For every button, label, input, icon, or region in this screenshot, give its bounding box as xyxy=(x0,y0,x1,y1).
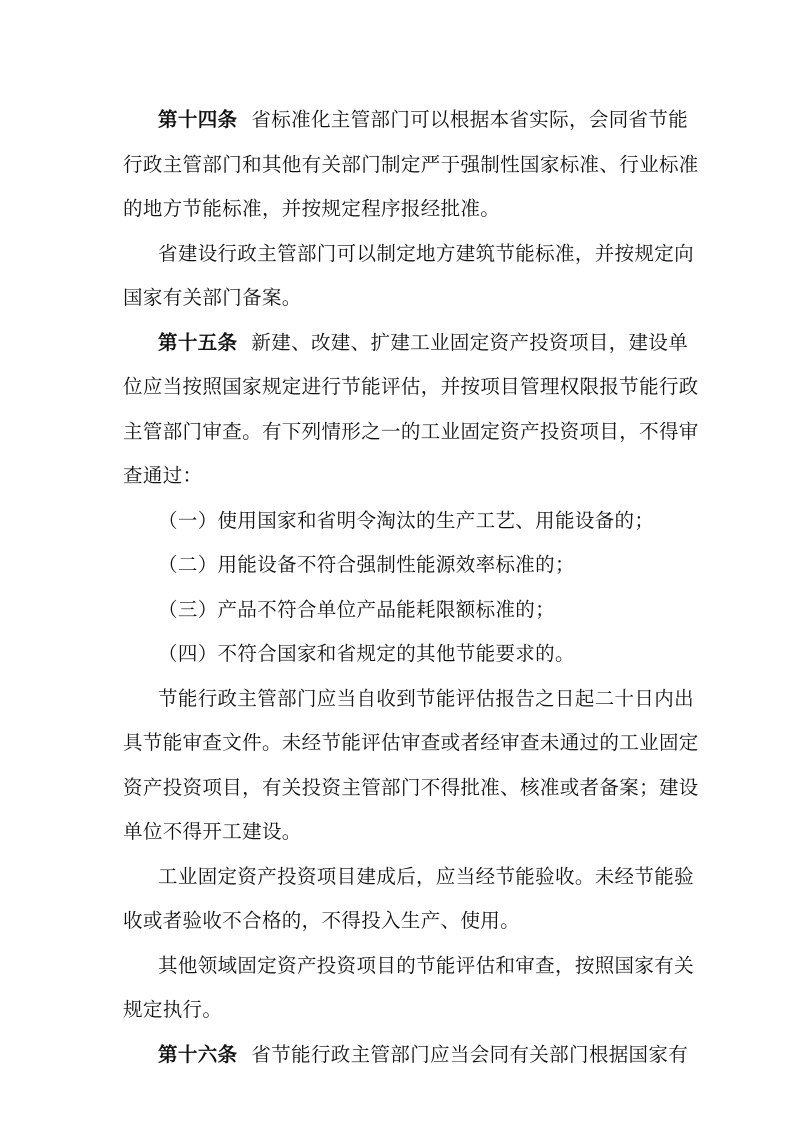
article-15-item-1: （一）使用国家和省明令淘汰的生产工艺、用能设备的； xyxy=(158,509,655,532)
article-15-para-5-line-1: 其他领域固定资产投资项目的节能评估和审查，按照国家有关 xyxy=(158,954,694,977)
article-14-label: 第十四条 xyxy=(158,108,238,131)
article-15-item-2: （二）用能设备不符合强制性能源效率标准的； xyxy=(158,553,575,576)
article-16-label: 第十六条 xyxy=(158,1043,238,1066)
article-15-item-3: （三）产品不符合单位产品能耗限额标准的； xyxy=(158,598,556,621)
article-15-line-1: 第十五条 新建、改建、扩建工业固定资产投资项目，建设单 xyxy=(158,331,689,354)
article-15-line-3: 主管部门审查。有下列情形之一的工业固定资产投资项目，不得审 xyxy=(123,420,699,443)
article-14-line-1: 第十四条 省标准化主管部门可以根据本省实际，会同省节能 xyxy=(158,108,689,131)
article-15-para-3-line-3: 资产投资项目，有关投资主管部门不得批准、核准或者备案；建设 xyxy=(123,776,699,799)
article-15-para-4-line-2: 收或者验收不合格的，不得投入生产、使用。 xyxy=(123,909,521,932)
article-15-para-3-line-2: 具节能审查文件。未经节能评估审查或者经审查未通过的工业固定 xyxy=(123,731,699,754)
article-15-label: 第十五条 xyxy=(158,331,238,354)
article-14-line-2: 行政主管部门和其他有关部门制定严于强制性国家标准、行业标准 xyxy=(123,153,699,176)
article-16-line-1: 第十六条 省节能行政主管部门应当会同有关部门根据国家有 xyxy=(158,1043,689,1066)
article-15-item-4: （四）不符合国家和省规定的其他节能要求的。 xyxy=(158,642,575,665)
article-15-line-4: 查通过： xyxy=(123,464,203,487)
article-15-para-3-line-1: 节能行政主管部门应当自收到节能评估报告之日起二十日内出 xyxy=(158,687,694,710)
article-15-para-4-line-1: 工业固定资产投资项目建成后，应当经节能验收。未经节能验 xyxy=(158,865,694,888)
article-14-para-2-line-2: 国家有关部门备案。 xyxy=(123,286,302,309)
article-15-para-5-line-2: 规定执行。 xyxy=(123,998,223,1021)
article-14-para-2-line-1: 省建设行政主管部门可以制定地方建筑节能标准，并按规定向 xyxy=(158,242,694,265)
article-14-line-3: 的地方节能标准，并按规定程序报经批准。 xyxy=(123,197,501,220)
article-15-line-2: 位应当按照国家规定进行节能评估，并按项目管理权限报节能行政 xyxy=(123,375,699,398)
article-15-para-3-line-4: 单位不得开工建设。 xyxy=(123,820,302,843)
